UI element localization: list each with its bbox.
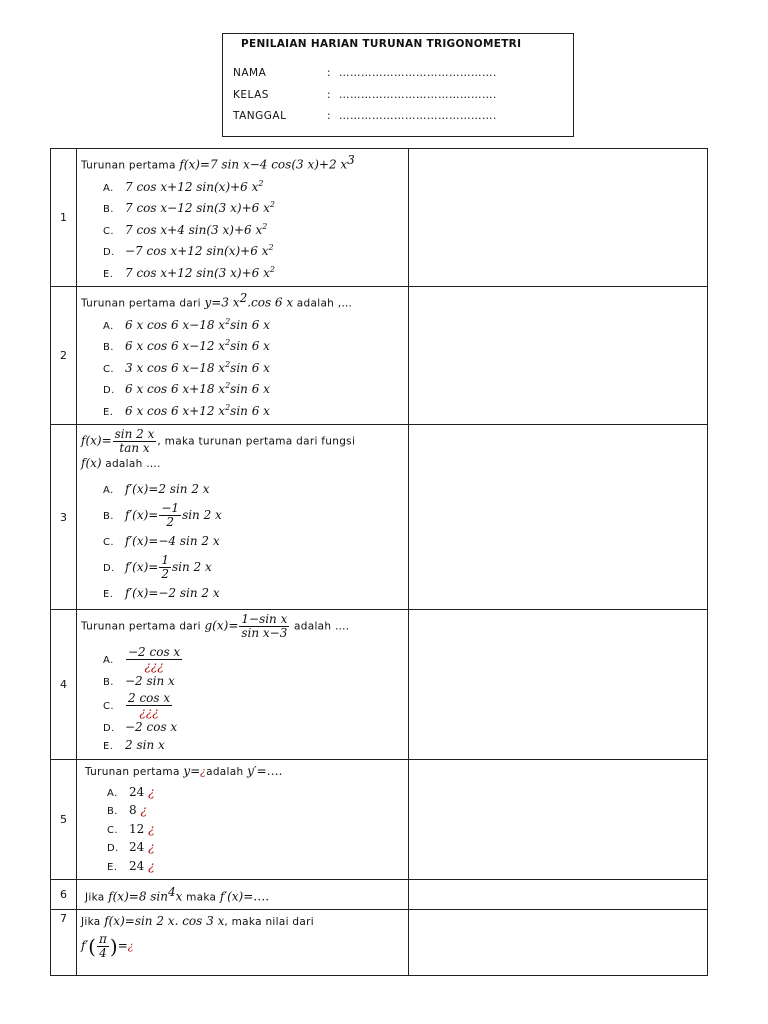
option-d[interactable]: D. 24 ¿ xyxy=(107,840,155,854)
question-row xyxy=(51,880,708,910)
class-field[interactable]: ……………………………………. xyxy=(339,89,497,101)
question-stem: Turunan pertama f(x)=7 sin x−4 cos(3 x)+2 $x^3$ xyxy=(81,153,355,172)
question-row xyxy=(51,425,708,610)
question-stem: Turunan pertama y=¿adalah y′=…. xyxy=(85,763,283,778)
question-row xyxy=(51,610,708,760)
answer-cell[interactable] xyxy=(409,287,708,425)
question-number: 5 xyxy=(51,759,77,880)
option-e[interactable]: E. 24 ¿ xyxy=(107,858,155,873)
answer-cell[interactable] xyxy=(409,759,708,880)
question-stem: Turunan pertama dari g(x)= $\frac{\text{1−sin x}}{\text{sin x−3}}$ adalah …. xyxy=(81,612,350,640)
question-row xyxy=(51,910,708,976)
identity-box xyxy=(222,33,574,137)
answer-cell[interactable] xyxy=(409,910,708,976)
option-b[interactable]: B. −2 sin x xyxy=(103,674,175,688)
question-stem: Turunan pertama dari y=3 $x^2.\cos$ 6 x adalah ,… xyxy=(81,291,353,310)
option-list xyxy=(81,314,404,422)
option-e[interactable]: E. 2 sin x xyxy=(103,738,165,752)
option-c[interactable]: C. f′(x)=−4 sin 2 x xyxy=(103,534,220,548)
date-row: TANGGAL : ……………………………………. xyxy=(233,110,497,122)
question-stem: Jika f(x)=8 $\sin^4x$ maka f′(x)=…. xyxy=(85,884,270,904)
stem-fraction: $\frac{\sin 2 x}{\text{tan x}}$ xyxy=(114,427,155,455)
question-content xyxy=(77,425,409,610)
option-list xyxy=(81,646,404,756)
question-content xyxy=(77,880,409,910)
question-content xyxy=(77,287,409,425)
name-label: NAMA xyxy=(233,67,267,79)
question-row xyxy=(51,149,708,287)
option-a[interactable]: A. 24 ¿ xyxy=(107,784,155,799)
option-d[interactable]: D. −7 cos x+12 sin(x)+6 $x^2$ xyxy=(103,243,274,258)
question-row xyxy=(51,287,708,425)
option-e[interactable]: E. 7 cos x+12 sin(3 x)+6 $x^2$ xyxy=(103,264,275,280)
option-b[interactable]: B. 8 ¿ xyxy=(107,803,147,817)
question-number: 7 xyxy=(51,910,77,976)
question-content xyxy=(77,149,409,287)
option-list xyxy=(81,784,404,877)
option-a[interactable]: A. $\frac{\text{−2 cos x}}{¿¿¿}$ xyxy=(103,645,181,673)
question-stem: f(x)= $\frac{\sin 2 x}{\text{tan x}}$ , maka turunan pertama dari fungsi f(x) adalah …. xyxy=(81,427,356,470)
question-row xyxy=(51,759,708,880)
option-d[interactable]: D. −2 cos x xyxy=(103,719,178,734)
question-number: 2 xyxy=(51,287,77,425)
option-a[interactable]: A. 7 cos x+12 sin(x)+6 $x^2$ xyxy=(103,178,264,194)
question-content xyxy=(77,759,409,880)
option-list xyxy=(81,478,404,606)
option-b[interactable]: B. f′(x)= $\frac{-1}{2}$ sin 2 x xyxy=(103,501,222,529)
option-e[interactable]: E. 6 x cos 6 x+12 $x^2\sin$ 6 x xyxy=(103,402,270,418)
answer-cell[interactable] xyxy=(409,149,708,287)
answer-cell[interactable] xyxy=(409,610,708,760)
option-b[interactable]: B. 6 x cos 6 x−12 $x^2\sin$ 6 x xyxy=(103,338,270,353)
date-field[interactable]: ……………………………………. xyxy=(339,110,497,122)
option-c[interactable]: C. 12 ¿ xyxy=(107,821,155,836)
option-c[interactable]: C. 7 cos x+4 sin(3 x)+6 $x^2$ xyxy=(103,221,268,237)
class-label: KELAS xyxy=(233,89,269,101)
name-row: NAMA : ……………………………………. xyxy=(233,67,497,79)
question-expression: f′( $\frac{\pi}{4}$ )=¿ xyxy=(81,932,134,960)
question-number: 6 xyxy=(51,880,77,910)
question-number: 4 xyxy=(51,610,77,760)
option-d[interactable]: D. f′(x)= $\frac{1}{2}$ sin 2 x xyxy=(103,553,212,581)
option-c[interactable]: C. $\frac{\text{2 cos x}}{¿¿¿}$ xyxy=(103,690,171,719)
option-b[interactable]: B. 7 cos x−12 sin(3 x)+6 $x^2$ xyxy=(103,200,275,215)
name-field[interactable]: ……………………………………. xyxy=(339,67,497,79)
question-number: 3 xyxy=(51,425,77,610)
option-e[interactable]: E. f′(x)=−2 sin 2 x xyxy=(103,586,220,600)
question-stem: Jika f(x)=sin 2 x. cos 3 x, maka nilai dari xyxy=(81,914,314,928)
answer-cell[interactable] xyxy=(409,425,708,610)
date-label: TANGGAL xyxy=(233,110,287,122)
option-c[interactable]: C. 3 x cos 6 x−18 $x^2\sin$ 6 x xyxy=(103,359,270,375)
question-content xyxy=(77,910,409,976)
question-number: 1 xyxy=(51,149,77,287)
option-a[interactable]: A. f′(x)=2 sin 2 x xyxy=(103,482,210,496)
exam-title: PENILAIAN HARIAN TURUNAN TRIGONOMETRI xyxy=(241,38,522,50)
option-list xyxy=(81,176,404,284)
question-content xyxy=(77,610,409,760)
question-table xyxy=(50,148,708,976)
option-d[interactable]: D. 6 x cos 6 x+18 $x^2\sin$ 6 x xyxy=(103,381,270,396)
class-row: KELAS : ……………………………………. xyxy=(233,89,497,101)
option-a[interactable]: A. 6 x cos 6 x−18 $x^2\sin$ 6 x xyxy=(103,316,270,332)
answer-cell[interactable] xyxy=(409,880,708,910)
